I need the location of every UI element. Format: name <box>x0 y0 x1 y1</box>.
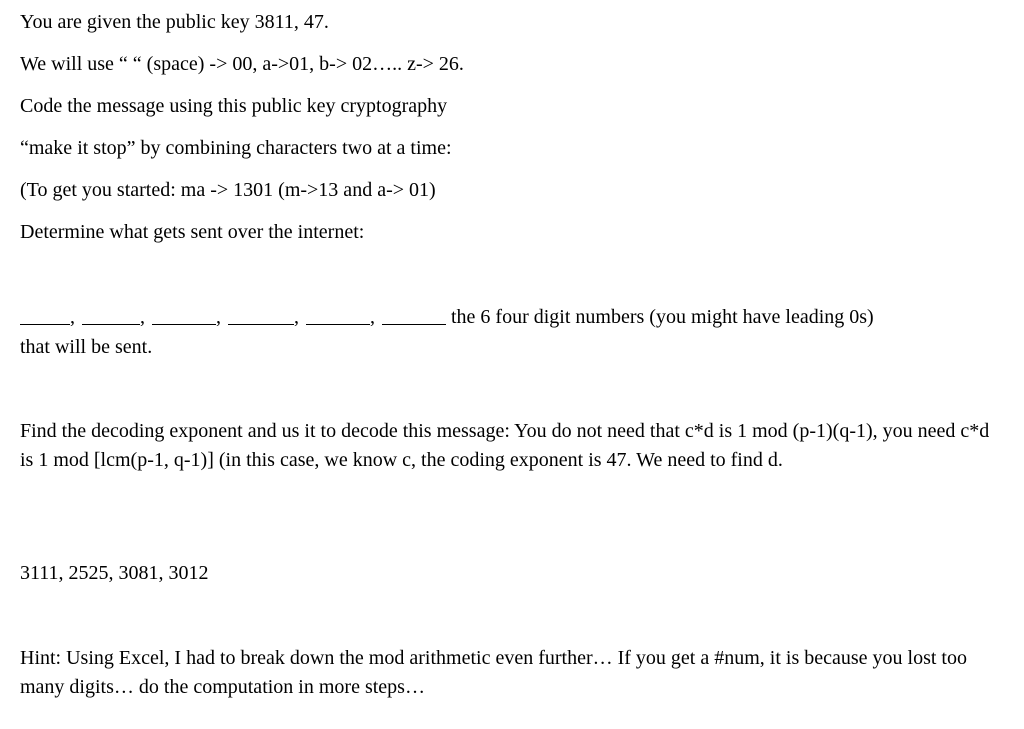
starter-example: (To get you started: ma -> 1301 (m->13 and a-> 01) <box>20 179 436 201</box>
public-key-statement: You are given the public key 3811, 47. <box>20 11 329 33</box>
blank-separator: , <box>370 306 375 328</box>
instruction-message-text: “make it stop” by combining characters two at a time: <box>20 137 452 159</box>
blank-separator: , <box>216 306 221 328</box>
answer-blank-4[interactable] <box>228 306 294 325</box>
answer-blanks-row <box>20 303 874 332</box>
hint-text: Hint: Using Excel, I had to break down the mod arithmetic even further… If you get a #num, it is because you lost too many digits… do the computation in more steps… <box>20 647 967 698</box>
answer-blank-3[interactable] <box>152 306 216 325</box>
answer-blank-2[interactable] <box>82 306 140 325</box>
answer-blank-6[interactable] <box>382 306 446 325</box>
cipher-message: 3111, 2525, 3081, 3012 <box>20 562 209 584</box>
answer-continuation: that will be sent. <box>20 336 153 358</box>
instruction-determine: Determine what gets sent over the internet: <box>20 221 365 243</box>
blank-separator: , <box>70 306 75 328</box>
answer-blank-1[interactable] <box>20 306 70 325</box>
decode-instructions: Find the decoding exponent and us it to decode this message: You do not need that c*d is 1 mod (p-1)(q-1), you need c*d is 1 mod [lcm(p-1, q-1)] (in this case, we know c, the coding exponent is 47. We need to find d. <box>20 420 990 471</box>
blank-separator: , <box>140 306 145 328</box>
blank-separator: , <box>294 306 299 328</box>
instruction-code-message: Code the message using this public key cryptography <box>20 95 448 117</box>
answer-blank-5[interactable] <box>306 306 370 325</box>
encoding-scheme: We will use “ “ (space) -> 00, a->01, b-> 02….. z-> 26. <box>20 53 464 75</box>
answer-description: the 6 four digit numbers (you might have leading 0s) <box>451 306 874 328</box>
